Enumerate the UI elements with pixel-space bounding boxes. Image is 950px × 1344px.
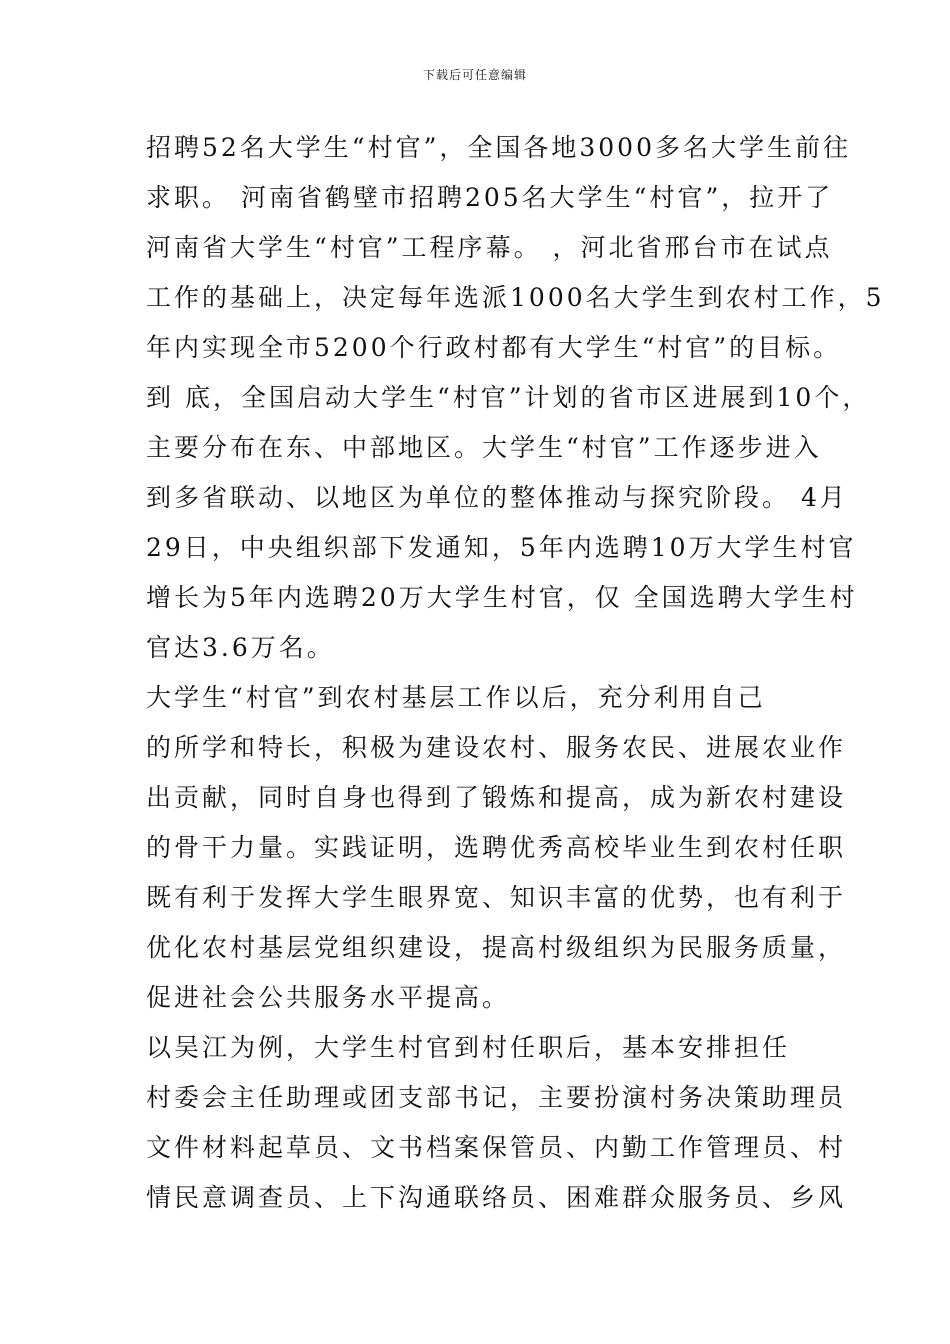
- body-line: 的骨干力量。实践证明，选聘优秀高校毕业生到农村任职: [146, 833, 847, 862]
- body-line: 年内实现全市5200个行政村都有大学生“村官”的目标。: [146, 333, 842, 362]
- body-line: 招聘52名大学生“村官”，全国各地3000多名大学生前往: [146, 133, 851, 162]
- body-line: 到多省联动、以地区为单位的整体推动与探究阶段。 4月: [146, 483, 848, 512]
- body-line: 促进社会公共服务水平提高。: [146, 983, 511, 1012]
- body-line: 文件材料起草员、文书档案保管员、内勤工作管理员、村: [146, 1133, 847, 1162]
- body-line: 优化农村基层党组织建设，提高村级组织为民服务质量，: [146, 933, 847, 962]
- body-line: 29日，中央组织部下发通知，5年内选聘10万大学生村官: [146, 533, 857, 562]
- body-line: 河南省大学生“村官”工程序幕。 ，河北省邢台市在试点: [146, 233, 833, 262]
- page-header: 下载后可任意编辑: [422, 68, 527, 82]
- body-line: 村委会主任助理或团支部书记，主要扮演村务决策助理员: [146, 1083, 847, 1112]
- body-line: 既有利于发挥大学生眼界宽、知识丰富的优势，也有利于: [146, 883, 847, 912]
- body-line: 的所学和特长，积极为建设农村、服务农民、进展农业作: [146, 733, 847, 762]
- body-line: 到 底，全国启动大学生“村官”计划的省市区进展到10个，: [146, 383, 871, 412]
- body-line: 求职。 河南省鹤壁市招聘205名大学生“村官”，拉开了: [146, 183, 834, 212]
- body-line: 增长为5年内选聘20万大学生村官，仅 全国选聘大学生村: [146, 583, 858, 612]
- body-line: 官达3.6万名。: [146, 633, 335, 662]
- body-line: 主要分布在东、中部地区。大学生“村官”工作逐步进入: [146, 433, 822, 462]
- body-line: 工作的基础上，决定每年选派1000名大学生到农村工作，5: [146, 283, 885, 312]
- paragraph-first-line: 大学生“村官”到农村基层工作以后，充分利用自己: [146, 683, 766, 712]
- body-line: 出贡献，同时自身也得到了锻炼和提高，成为新农村建设: [146, 783, 847, 812]
- body-line: 情民意调查员、上下沟通联络员、困难群众服务员、乡风: [146, 1183, 847, 1212]
- paragraph-first-line: 以吴江为例，大学生村官到村任职后，基本安排担任: [146, 1033, 791, 1062]
